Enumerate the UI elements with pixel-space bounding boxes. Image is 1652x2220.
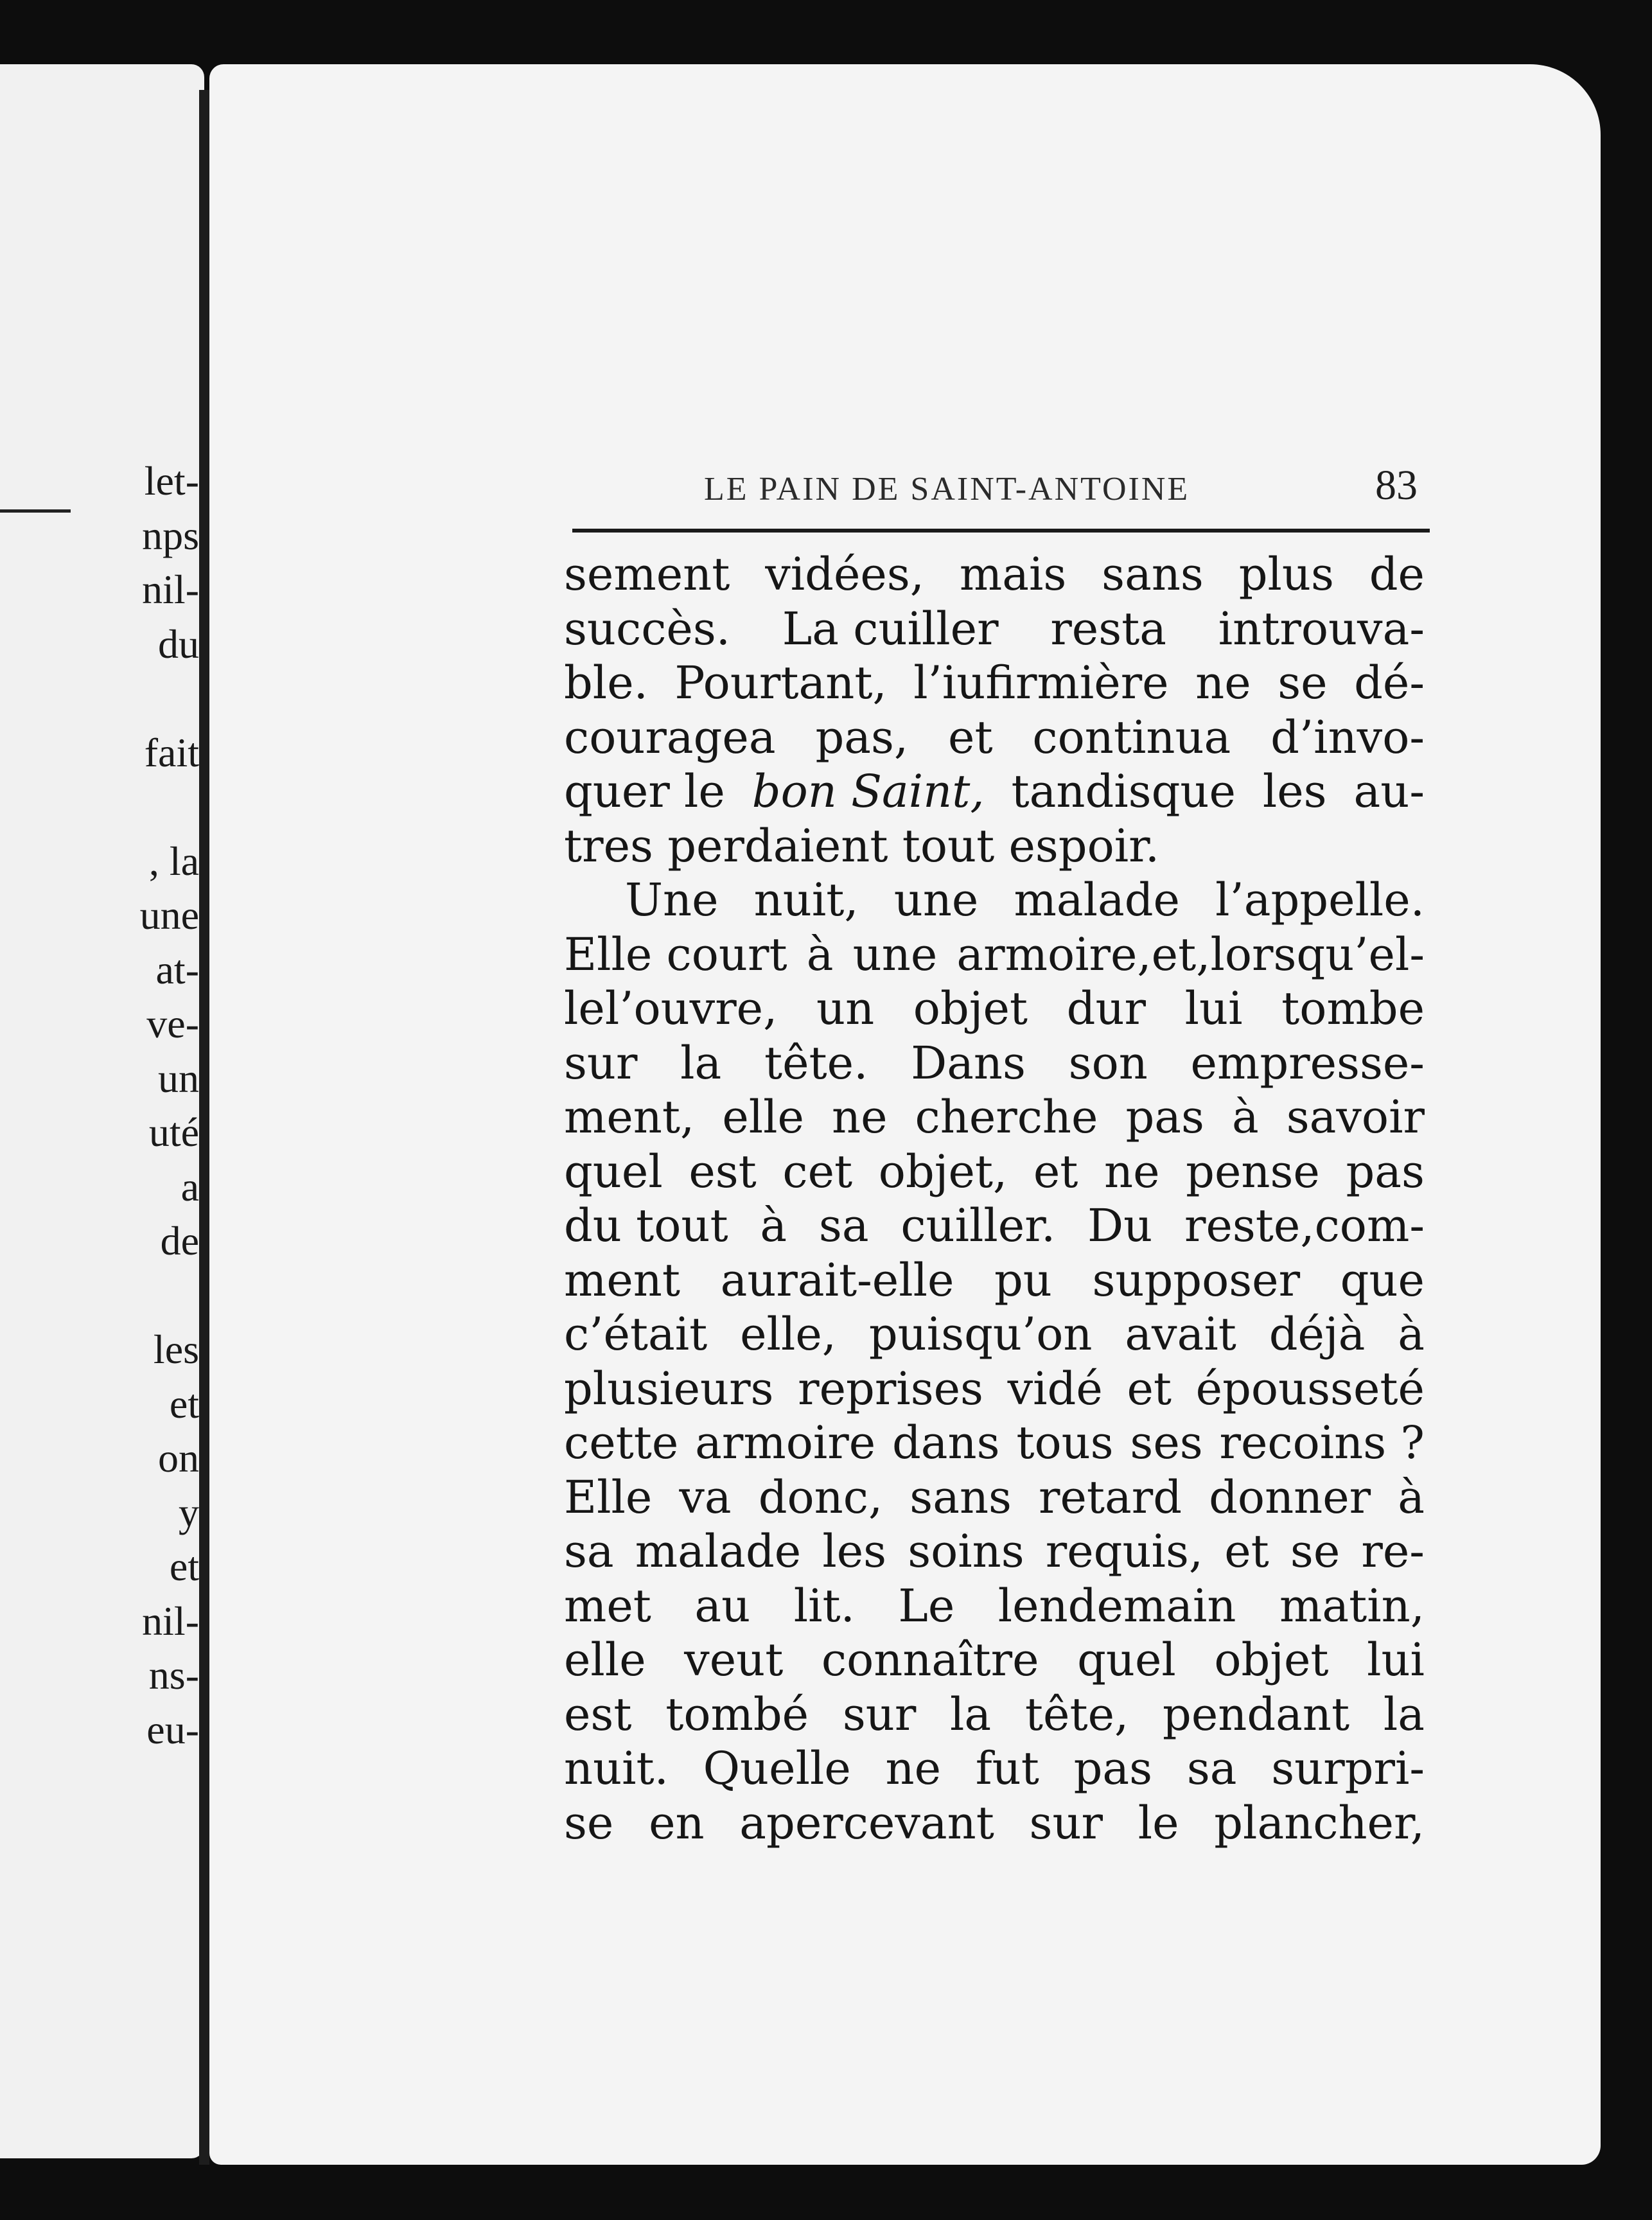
previous-page-line: ve-	[146, 1001, 199, 1046]
word: en	[649, 1796, 705, 1849]
word: sa	[818, 1199, 869, 1252]
word: reste,com-	[1184, 1199, 1425, 1252]
text-line	[564, 602, 1425, 656]
word: sans	[1102, 548, 1204, 601]
word: avait	[1125, 1308, 1236, 1361]
header-rule	[572, 529, 1430, 533]
word: continua	[1032, 710, 1231, 764]
text-line	[564, 1362, 1425, 1416]
word: plus	[1238, 548, 1334, 601]
word: d’invo-	[1270, 710, 1425, 764]
text-line	[564, 1579, 1425, 1634]
previous-page-line: une	[139, 892, 199, 938]
word: requis,	[1045, 1525, 1204, 1578]
word: au-	[1353, 765, 1425, 818]
word: dans	[892, 1416, 1000, 1469]
word: est	[564, 1687, 632, 1741]
word: se	[1290, 1525, 1340, 1578]
text-line	[564, 1307, 1425, 1362]
previous-page-line: on	[158, 1435, 199, 1481]
word: Elle court	[564, 928, 787, 981]
word: son	[1068, 1036, 1148, 1089]
word: connaître	[821, 1634, 1039, 1686]
word: lui	[1184, 982, 1243, 1035]
word: tombe	[1281, 982, 1425, 1035]
text-line	[564, 764, 1425, 819]
word: re-	[1361, 1525, 1425, 1578]
word: le	[1138, 1796, 1179, 1849]
previous-page-line: et	[169, 1544, 199, 1589]
word: quer le	[564, 765, 725, 818]
word: la	[950, 1687, 992, 1741]
word: de	[1369, 548, 1425, 601]
text-line	[564, 1036, 1425, 1091]
word: cherche	[915, 1091, 1098, 1143]
word: à	[1398, 1308, 1425, 1361]
word: au	[694, 1579, 751, 1632]
book-spine	[199, 90, 209, 2165]
word: tous	[1016, 1416, 1114, 1469]
word: elle	[564, 1634, 646, 1686]
word: La cuiller	[782, 602, 999, 655]
word: déjà	[1269, 1308, 1366, 1361]
word: ment	[564, 1253, 681, 1307]
word: dé-	[1354, 656, 1425, 709]
text-line	[564, 1090, 1425, 1145]
word: ble.	[564, 656, 648, 709]
word: la	[1383, 1687, 1425, 1741]
word: ne	[1104, 1145, 1160, 1198]
previous-page-line: nps	[142, 512, 199, 558]
running-head: LE PAIN DE SAINT-ANTOINE	[704, 471, 1190, 507]
previous-page-line: nil-	[142, 1598, 199, 1644]
word: Quelle	[703, 1742, 851, 1795]
word: objet,	[878, 1145, 1008, 1198]
word: épousseté	[1195, 1362, 1425, 1415]
previous-page-line: ns-	[148, 1652, 199, 1698]
word: se	[1278, 656, 1328, 709]
word: nuit,	[753, 874, 859, 926]
word: pas,	[815, 710, 909, 764]
word: pas	[1073, 1742, 1153, 1795]
word: ne	[1195, 656, 1251, 709]
word: savoir	[1286, 1091, 1425, 1143]
text-line	[564, 1524, 1425, 1579]
current-page	[209, 64, 1601, 2165]
previous-page-line: let-	[144, 458, 199, 504]
word: empresse-	[1190, 1036, 1425, 1089]
word: malade	[1014, 874, 1180, 926]
word: ne	[885, 1742, 942, 1795]
word: c’était	[564, 1308, 708, 1361]
word: malade	[635, 1525, 802, 1578]
word: tête,	[1024, 1687, 1129, 1741]
word: sa	[564, 1525, 614, 1578]
word: armoire,et,lorsqu’el-	[956, 928, 1425, 981]
word: ne	[831, 1091, 888, 1143]
word: Dans	[911, 1036, 1026, 1089]
previous-page-line: at-	[155, 946, 199, 992]
word: mais	[959, 548, 1067, 601]
previous-page-line: les	[153, 1326, 199, 1372]
previous-page-line: uté	[148, 1109, 199, 1155]
text-line	[564, 1199, 1425, 1253]
word: pu	[994, 1253, 1052, 1307]
word: dur	[1066, 982, 1146, 1035]
word: les	[822, 1525, 887, 1578]
word: à	[1231, 1091, 1259, 1143]
word: cuiller.	[901, 1199, 1056, 1252]
word: bon Saint,	[751, 765, 985, 818]
word: veut	[684, 1634, 784, 1686]
previous-page-line: et	[169, 1380, 199, 1427]
word: Une	[625, 874, 719, 926]
word: pas	[1346, 1145, 1425, 1198]
word: lendemain	[997, 1579, 1236, 1632]
word: tandisque	[1011, 765, 1236, 818]
word: tombé	[665, 1687, 809, 1741]
word: succès.	[564, 602, 731, 655]
word: cette	[564, 1416, 679, 1469]
word: supposer	[1092, 1253, 1301, 1307]
text-line	[564, 710, 1425, 765]
word: puisqu’on	[868, 1308, 1093, 1361]
word: surpri-	[1271, 1742, 1425, 1795]
word: armoire	[695, 1416, 876, 1469]
word: soins	[908, 1525, 1024, 1578]
word: couragea	[564, 710, 776, 764]
text-line	[564, 1796, 1425, 1851]
word: plancher,	[1214, 1796, 1425, 1849]
word: l’iufirmière	[913, 656, 1169, 709]
word: sur	[842, 1687, 917, 1741]
previous-page-line: a	[180, 1163, 199, 1210]
word: sans	[909, 1470, 1012, 1524]
word: introuva-	[1218, 602, 1425, 655]
word: pas	[1125, 1091, 1204, 1143]
text-line	[564, 982, 1425, 1036]
text-line	[564, 1633, 1425, 1687]
word: aurait-elle	[720, 1253, 954, 1307]
word: sur	[1029, 1796, 1103, 1849]
word: lit.	[793, 1579, 855, 1632]
word: sement	[564, 548, 730, 601]
word: se	[564, 1796, 614, 1849]
word: quel	[564, 1145, 663, 1198]
word: Elle	[564, 1470, 653, 1524]
word: à	[1398, 1470, 1425, 1524]
word: objet	[913, 982, 1028, 1035]
word: apercevant	[739, 1796, 994, 1849]
word: et	[1033, 1145, 1078, 1198]
word: elle	[722, 1091, 804, 1143]
previous-page-line: de	[160, 1218, 199, 1264]
word: ses	[1130, 1416, 1203, 1469]
word: sa	[1186, 1742, 1237, 1795]
previous-page-line: du	[158, 621, 199, 667]
previous-page-line: y	[179, 1489, 199, 1535]
word: Pourtant,	[674, 656, 887, 709]
word: tête.	[764, 1036, 868, 1089]
word: tres perdaient tout espoir.	[564, 819, 1160, 872]
word: objet	[1214, 1634, 1329, 1686]
word: et	[1224, 1525, 1269, 1578]
previous-page-line: , la	[148, 838, 199, 884]
word: matin,	[1279, 1579, 1425, 1632]
text-line	[564, 656, 1425, 710]
word: retard	[1039, 1470, 1182, 1524]
word: lel’ouvre,	[564, 982, 778, 1035]
text-line	[564, 819, 1425, 874]
word: cet	[782, 1145, 853, 1198]
word: fut	[975, 1742, 1039, 1795]
word: elle,	[740, 1308, 837, 1361]
word: vidées,	[765, 548, 925, 601]
word: à	[760, 1199, 787, 1252]
word: est	[689, 1145, 757, 1198]
word: pense	[1186, 1145, 1320, 1198]
text-line	[564, 1253, 1425, 1308]
word: met	[564, 1579, 651, 1632]
word: et	[948, 710, 993, 764]
word: vidé	[1007, 1362, 1103, 1415]
scan-border	[159, 2210, 1508, 2220]
word: à	[806, 928, 834, 981]
word: ment,	[564, 1091, 695, 1143]
word: l’appelle.	[1215, 874, 1425, 926]
word: Du	[1087, 1199, 1153, 1252]
word: pendant	[1163, 1687, 1350, 1741]
text-line	[564, 1741, 1425, 1796]
word: et	[1127, 1362, 1172, 1415]
text-line	[564, 1145, 1425, 1199]
word: nuit.	[564, 1742, 669, 1795]
text-line	[564, 928, 1425, 982]
word: donc,	[758, 1470, 883, 1524]
word: les	[1262, 765, 1327, 818]
previous-page-line: un	[158, 1055, 199, 1101]
word: donner	[1209, 1470, 1371, 1524]
word: un	[816, 982, 875, 1035]
word: va	[679, 1470, 732, 1524]
previous-page-line: eu-	[146, 1706, 199, 1752]
text-line	[564, 1470, 1425, 1525]
word: une	[893, 874, 979, 926]
body-text	[564, 547, 1425, 1850]
word: que	[1340, 1253, 1425, 1307]
word: plusieurs	[564, 1362, 774, 1415]
word: une	[852, 928, 938, 981]
word: recoins ?	[1219, 1416, 1425, 1469]
word: reprises	[798, 1362, 983, 1415]
word: Le	[898, 1579, 955, 1632]
previous-page-line: fait	[144, 729, 199, 775]
word: sur	[564, 1036, 638, 1089]
word: lui	[1367, 1634, 1425, 1686]
text-line	[564, 1416, 1425, 1470]
text-line	[564, 547, 1425, 602]
page-number: 83	[1375, 462, 1418, 509]
text-line	[564, 1687, 1425, 1742]
previous-page-line: nil-	[142, 567, 199, 612]
word: resta	[1050, 602, 1167, 655]
word: quel	[1077, 1634, 1176, 1686]
previous-page	[0, 64, 204, 2158]
word: du tout	[564, 1199, 728, 1252]
previous-page-rule	[0, 509, 71, 513]
word: la	[680, 1036, 722, 1089]
text-line	[564, 873, 1425, 928]
